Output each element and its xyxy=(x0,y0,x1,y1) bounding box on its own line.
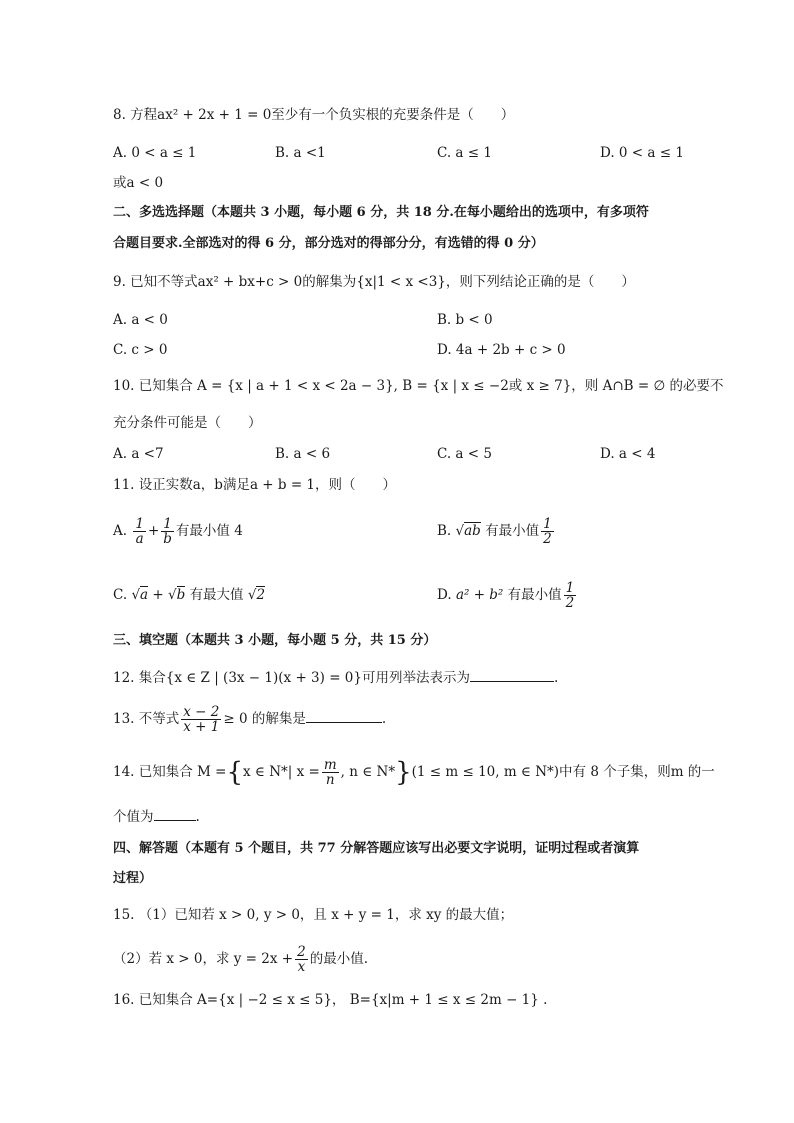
q11-a-fraction-2: $\frac{1}{b}$ xyxy=(163,516,172,547)
q13-answer-blank xyxy=(306,708,382,723)
q12-end: . xyxy=(553,670,559,686)
q9-option-a: A. a < 0 xyxy=(113,312,168,328)
q8-stem: 8. 方程ax² + 2x + 1 = 0至少有一个负实根的充要条件是（ ） xyxy=(113,107,515,123)
q8-option-a: A. 0 < a ≤ 1 xyxy=(113,145,197,161)
q11-b-sqrt: √ab xyxy=(455,523,481,539)
q14-line-2 xyxy=(113,806,200,827)
q11-option-d xyxy=(437,576,578,614)
section4-title-continued: 过程） xyxy=(113,871,153,886)
q11-d-expression: a² + b² xyxy=(455,587,504,603)
q11-option-b-label: B. xyxy=(437,523,452,539)
q10-option-a: A. a <7 xyxy=(113,446,164,462)
q14-set-tail: , n ∈ N* xyxy=(340,764,396,780)
q11-option-c-label: C. xyxy=(113,587,128,603)
q13-suffix: ≥ 0 的解集是 xyxy=(223,711,306,727)
q11-option-d-text: 有最小值 xyxy=(507,587,562,603)
section3-title: 三、填空题（本题共 3 小题，每小题 5 分，共 15 分） xyxy=(113,633,437,648)
q14-line xyxy=(113,752,715,793)
q14-answer-blank xyxy=(154,806,196,821)
q9-stem: 9. 已知不等式ax² + bx+c > 0的解集为{x|1 < x <3}，则下列结论正确的是（ ） xyxy=(113,274,635,290)
q12-line xyxy=(113,667,558,688)
q13-end: . xyxy=(381,711,387,727)
q15-part2-suffix: 的最小值. xyxy=(309,951,368,967)
q10-option-b: B. a < 6 xyxy=(275,446,331,462)
q11-option-c-text: 有最大值 xyxy=(189,587,244,603)
q15-part2 xyxy=(113,940,368,978)
q9-option-b: B. b < 0 xyxy=(437,312,493,328)
section2-title: 二、多选选择题（本题共 3 小题，每小题 6 分，共 18 分.在每小题给出的选项中，有多项符 xyxy=(113,205,649,220)
q8-option-b: B. a <1 xyxy=(275,145,326,161)
q10-option-d: D. a < 4 xyxy=(600,446,656,462)
section4-title: 四、解答题（本题有 5 个题目，共 77 分解答题应该写出必要文字说明，证明过程或者演算 xyxy=(113,841,640,856)
q14-l2: 个值为 xyxy=(113,809,154,825)
q13-prefix: 13. 不等式 xyxy=(113,711,180,727)
q10-stem: 10. 已知集合 A = {x | a + 1 < x < 2a − 3}, B = {x | x ≤ −2或 x ≥ 7}，则 A∩B = ∅ 的必要不 xyxy=(113,378,724,394)
q11-option-d-label: D. xyxy=(437,587,452,603)
q15-fraction: $\frac{2}{x}$ xyxy=(297,944,306,975)
q14-right-brace: } xyxy=(395,757,412,788)
q11-option-a-label: A. xyxy=(113,523,128,539)
q11-option-a: A. $\frac{1}{a}$ + $\frac{1}{b}$ 有最小值 4 xyxy=(113,516,243,547)
q13-fraction: $\frac{x - 2}{x + 1}$ xyxy=(183,704,220,735)
q11-option-a-text: 有最小值 4 xyxy=(175,523,243,539)
q11-option-b xyxy=(437,512,556,550)
q14-tail: (1 ≤ m ≤ 10, m ∈ N*)中有 8 个子集，则m 的一 xyxy=(411,764,715,780)
q11-c-sqrt2: √2 xyxy=(247,587,266,603)
q8-option-c: C. a ≤ 1 xyxy=(437,145,492,161)
q9-option-d: D. 4a + 2b + c > 0 xyxy=(437,342,566,358)
q8-option-d: D. 0 < a ≤ 1 xyxy=(600,145,684,161)
q14-end: . xyxy=(195,809,200,825)
q10-stem-continued: 充分条件可能是（ ） xyxy=(113,415,262,431)
q12-stem: 12. 集合{x ∈ Z | (3x − 1)(x + 3) = 0}可用列举法表示为 xyxy=(113,670,470,686)
q15-part2-prefix: （2）若 x > 0，求 y = 2x + xyxy=(113,951,294,967)
q13-line xyxy=(113,700,386,738)
section2-title-continued: 合题目要求.全部选对的得 6 分，部分选对的得部分分，有选错的得 0 分） xyxy=(113,236,544,251)
q14-prefix: 14. 已知集合 M = xyxy=(113,764,227,780)
q9-option-c: C. c > 0 xyxy=(113,342,168,358)
q11-stem: 11. 设正实数a，b满足a + b = 1，则（ ） xyxy=(113,477,397,493)
q11-d-fraction: $\frac{1}{2}$ xyxy=(565,580,575,611)
q11-b-fraction: $\frac{1}{2}$ xyxy=(543,516,552,547)
q11-option-c xyxy=(113,576,265,614)
q11-a-fraction-1: $\frac{1}{a}$ xyxy=(135,516,144,547)
q10-option-c: C. a < 5 xyxy=(437,446,492,462)
q15-part1: 15. （1）已知若 x > 0, y > 0，且 x + y = 1，求 xy 的最大值； xyxy=(113,907,514,923)
q11-c-expression: √a + √b xyxy=(131,587,186,603)
q14-set-body: x ∈ N*| x = xyxy=(243,764,320,780)
q14-left-brace: { xyxy=(226,757,244,788)
q12-answer-blank xyxy=(470,667,554,682)
q11-option-b-text: 有最小值 xyxy=(485,523,540,539)
q8-option-d-continued: 或a < 0 xyxy=(113,175,164,191)
q16-stem: 16. 已知集合 A={x | −2 ≤ x ≤ 5}， B={x|m + 1 ≤ x ≤ 2m − 1} . xyxy=(113,992,548,1008)
q14-fraction: $\frac{m}{n}$ xyxy=(323,757,337,788)
